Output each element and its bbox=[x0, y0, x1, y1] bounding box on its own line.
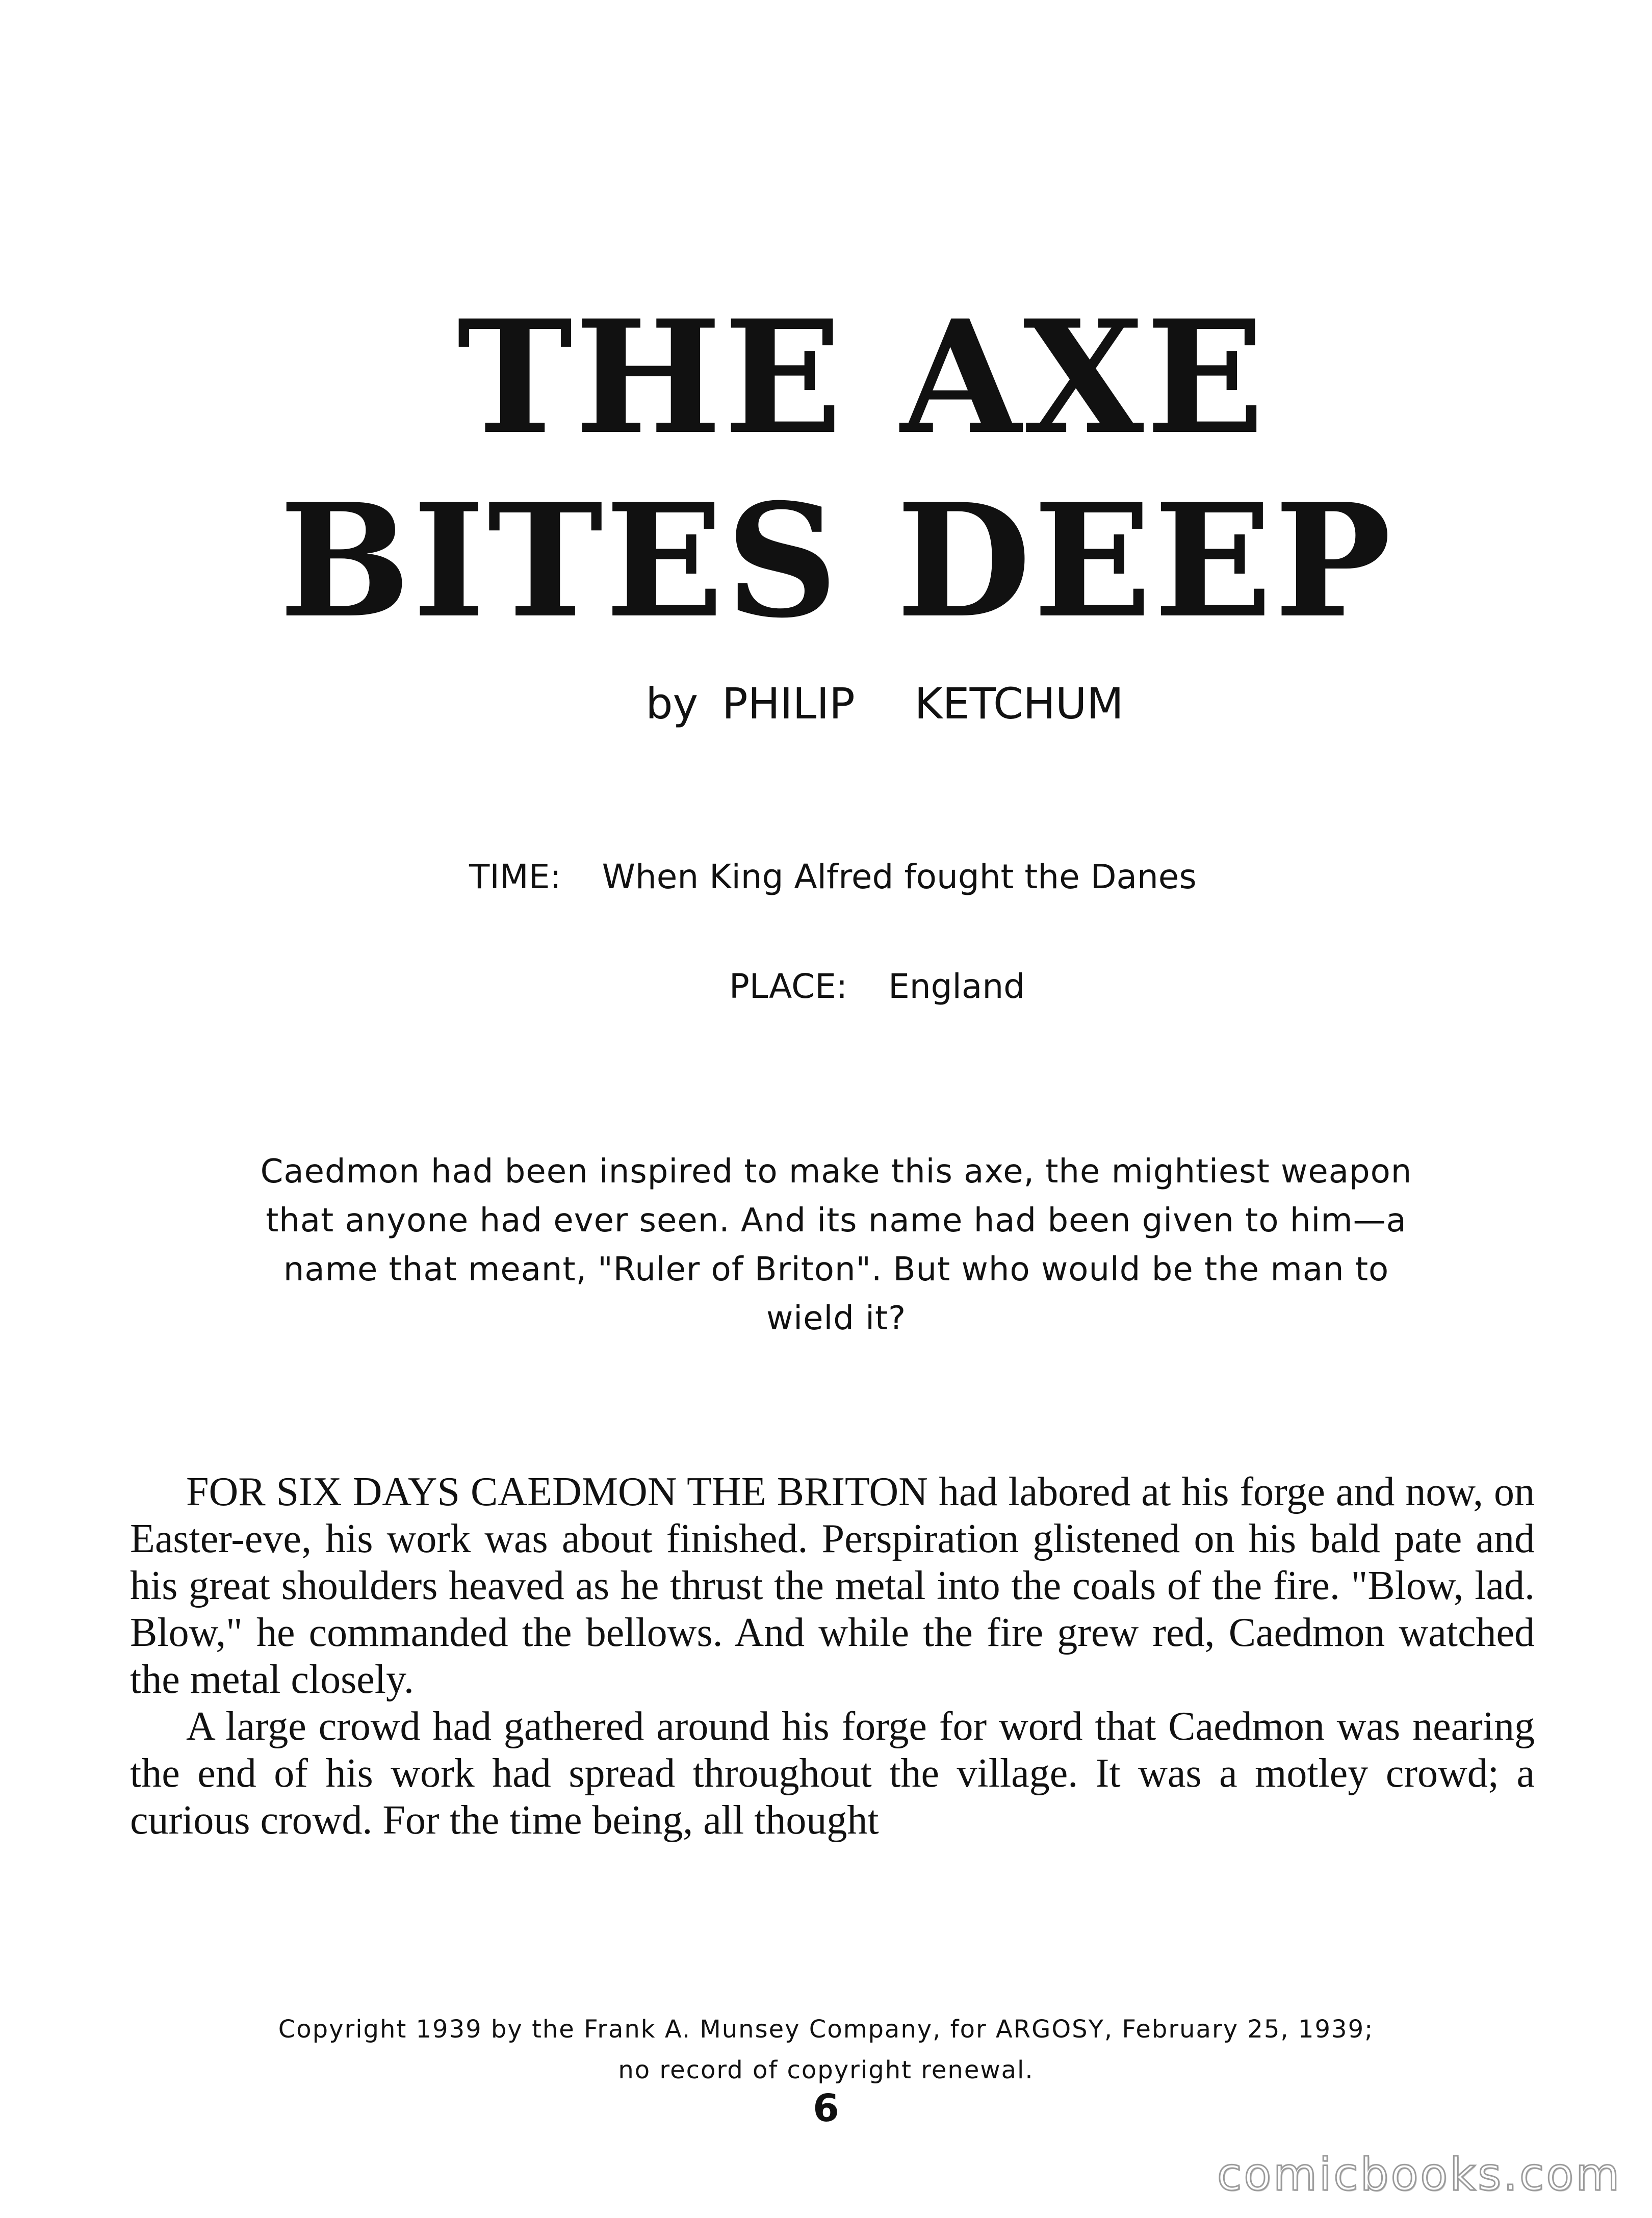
copyright-line-2: no record of copyright renewal. bbox=[618, 2056, 1034, 2084]
story-title-line-2: BITES DEEP bbox=[279, 470, 1393, 652]
place-label: PLACE: bbox=[729, 967, 848, 1006]
story-body bbox=[130, 1468, 1535, 1844]
byline bbox=[0, 678, 1652, 729]
body-paragraph-1: FOR SIX DAYS CAEDMON THE BRITON had labored at his forge and now, on Easter-eve, his work was about finished. Perspiration glistened on his bald pate and his great shoulders heaved as he thrust the metal into the coals of the fire. "Blow, lad. Blow," he commanded the bellows. And while the fire grew red, Caedmon watched the metal closely. bbox=[130, 1469, 1535, 1702]
time-value: When King Alfred fought the Danes bbox=[602, 857, 1197, 896]
story-title-line-1: THE AXE bbox=[457, 286, 1267, 469]
page-number: 6 bbox=[813, 2086, 839, 2130]
time-label: TIME: bbox=[469, 857, 561, 896]
story-title bbox=[0, 286, 1652, 653]
copyright-notice bbox=[0, 2009, 1652, 2091]
author-name: PHILIP KETCHUM bbox=[721, 679, 1124, 729]
place-setting bbox=[729, 966, 1025, 1007]
site-watermark: comicbooks.com bbox=[1217, 2148, 1621, 2201]
time-setting bbox=[469, 857, 1197, 897]
place-value: England bbox=[888, 967, 1025, 1006]
copyright-line-1: Copyright 1939 by the Frank A. Munsey Company, for ARGOSY, February 25, 1939; bbox=[278, 2015, 1374, 2044]
byline-prefix: by bbox=[646, 679, 699, 729]
story-blurb: Caedmon had been inspired to make this axe, the mightiest weapon that anyone had ever seen. And its name had been given to him—a name that meant, "Ruler of Briton". But who would be the man to wield it? bbox=[260, 1153, 1412, 1337]
body-paragraph-2: A large crowd had gathered around his forge for word that Caedmon was nearing the end of his work had spread throughout the village. It was a motley crowd; a curious crowd. For the time being, all thought bbox=[130, 1704, 1535, 1843]
